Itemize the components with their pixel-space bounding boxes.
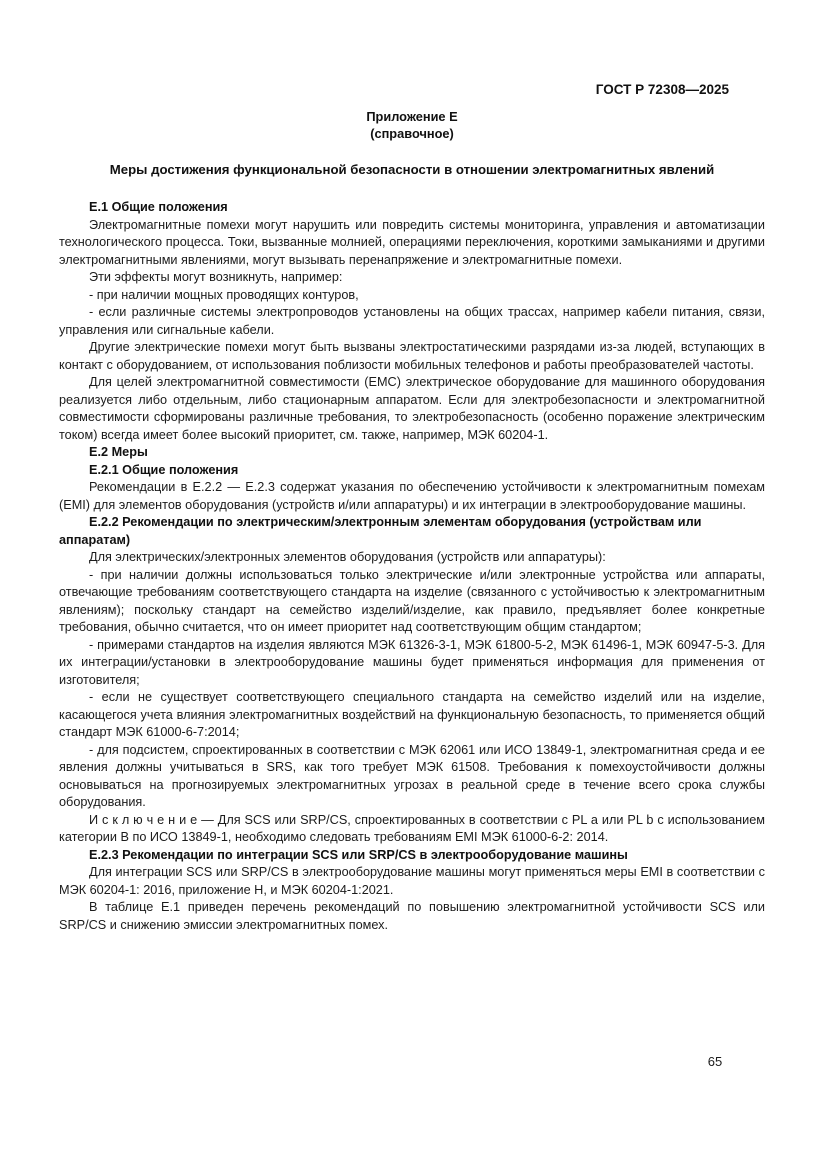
section-heading-e1: Е.1 Общие положения (89, 200, 228, 214)
paragraph: Другие электрические помехи могут быть вызваны электростатическими разрядами из-за людей, вступающих в контакт с оборудованием, от использования поблизости мобильных телефонов и работы преобразователей частоты. (59, 340, 765, 372)
annex-heading (59, 108, 765, 143)
text-column (59, 81, 765, 934)
paragraph: В таблице Е.1 приведен перечень рекомендаций по повышению электромагнитной устойчивости SCS или SRP/CS и снижению эмиссии электромагнитных помех. (59, 900, 765, 932)
list-item: - при наличии мощных проводящих контуров, (89, 287, 359, 302)
section-heading-e2: Е.2 Меры (89, 445, 148, 459)
list-item: - примерами стандартов на изделия являются МЭК 61326-3-1, МЭК 61800-5-2, МЭК 61496-1, МЭК 60947-5-3. Для их интеграции/установки в электрооборудование машины будет применяться информация для применения от изготовителя; (59, 637, 765, 687)
annex-label: Приложение Е (366, 108, 458, 124)
paragraph: Электромагнитные помехи могут нарушить или повредить системы мониторинга, управления и автоматизации технологического процесса. Токи, вызванные молнией, операциями переключения, короткими замыканиями и другими электромагнитными явлениями, могут вызывать перенапряжение и электромагнитные помехи. (59, 217, 765, 267)
standard-reference: ГОСТ Р 72308—2025 (595, 82, 729, 97)
list-item: - для подсистем, спроектированных в соответствии с МЭК 62061 или ИСО 13849-1, электромагнитная среда и ее явления должны учитываться в SRS, как того требует МЭК 61508. Требования к помехоустойчивости должны основываться на прогнозируемых электромагнитных угрозах в реальной среде в течение всего срока службы оборудования. (59, 742, 765, 809)
list-item: - если различные системы электропроводов установлены на общих трассах, например кабели питания, связи, управления или сигнальные кабели. (59, 305, 765, 337)
paragraph: Для электрических/электронных элементов оборудования (устройств или аппаратуры): (89, 550, 606, 564)
section-heading-e21: Е.2.1 Общие положения (89, 462, 239, 477)
paragraph: Для интеграции SCS или SRP/CS в электрооборудование машины могут применяться меры EMI в соответствии с МЭК 60204-1: 2016, приложение H, и МЭК 60204-1:2021. (59, 865, 765, 897)
exception-note: И с к л ю ч е н и е — Для SCS или SRP/CS, спроектированных в соответствии с PL a или PL b с использованием категории B по ИСО 13849-1, необходимо следовать требованиям EMI МЭК 61000-6-2: 2014. (59, 812, 765, 844)
annex-title: Меры достижения функциональной безопасности в отношении электромагнитных явлений (109, 161, 715, 177)
paragraph: Эти эффекты могут возникнуть, например: (89, 270, 343, 284)
list-item: - если не существует соответствующего специального стандарта на семейство изделий или на изделие, касающегося учета влияния электромагнитных воздействий на функциональную безопасность, то применяется общий стандарт МЭК 61000-6-7:2014; (59, 690, 765, 739)
section-heading-e22: Е.2.2 Рекомендации по электрическим/электронным элементам оборудования (устройствам или аппаратам) (59, 515, 702, 547)
paragraph: Для целей электромагнитной совместимости (EMC) электрическое оборудование для машинного оборудования реализуется либо отдельным, либо стационарным аппаратом. Если для электробезопасности и электромагнитной совместимости сформированы различные требования, то электробезопасность (особенно поражение электрическим током) всегда имеет более высокий приоритет, см. также, например, МЭК 60204-1. (59, 375, 765, 442)
paragraph: Рекомендации в Е.2.2 — Е.2.3 содержат указания по обеспечению устойчивости к электромагнитным помехам (EMI) для элементов оборудования (устройств и/или аппаратуры) и их интеграции в электрооборудование машины. (59, 480, 765, 512)
annex-note: (справочное) (370, 126, 454, 141)
section-heading-e23: Е.2.3 Рекомендации по интеграции SCS или SRP/CS в электрооборудование машины (89, 847, 628, 862)
page-number: 65 (707, 1054, 723, 1069)
list-item: - при наличии должны использоваться только электрические и/или электронные устройства или аппараты, отвечающие требованиям соответствующего стандарта на изделие (связанного с устойчивостью к электромагнитным явлениям); поскольку стандарт на семейство изделий/изделие, как правило, предъявляет более конкретные требования, обычно считается, что он имеет приоритет над соответствующим общим стандартом; (59, 567, 765, 634)
